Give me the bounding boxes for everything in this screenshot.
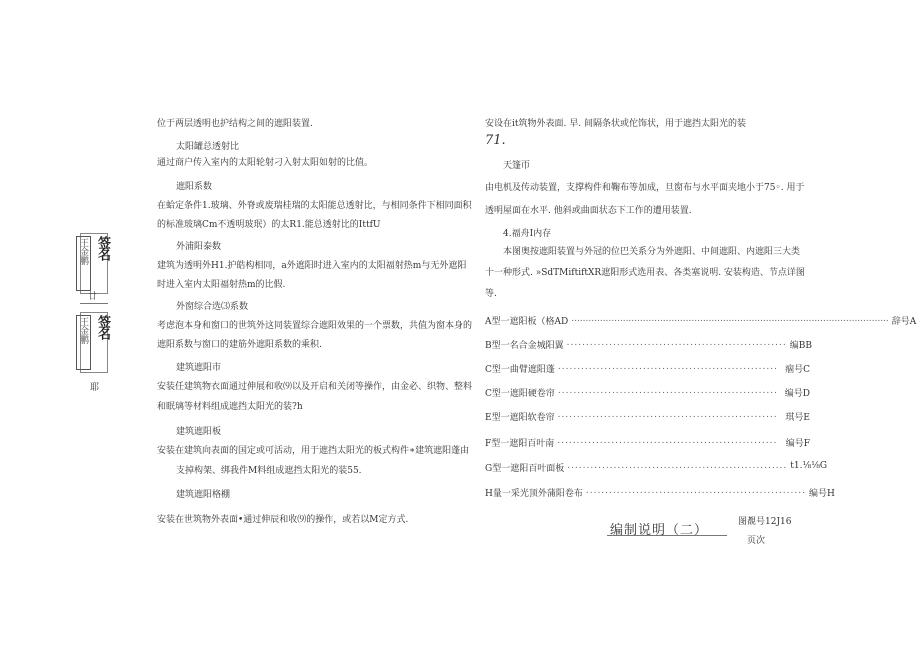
sidebar-char: 耶 bbox=[90, 383, 100, 393]
page-label: 页次 bbox=[747, 536, 766, 546]
toc-leader: ......................................................... bbox=[557, 410, 778, 420]
toc-entry bbox=[485, 362, 810, 375]
toc-label: C型一遮阳硬卷帘 bbox=[485, 389, 555, 399]
name-seal: 王金鹏 bbox=[76, 315, 91, 370]
body-text: 安装在世筑物外表面•通过伸辰和收⑼的操作，或若以M定方式. bbox=[157, 515, 409, 525]
section-heading: 太阳罐总透射比 bbox=[176, 142, 240, 152]
toc-number: 编号F bbox=[785, 439, 810, 449]
body-text: 71. bbox=[485, 133, 506, 148]
body-text: 等. bbox=[485, 289, 497, 299]
section-heading: 外窗综合选⑶系数 bbox=[176, 302, 249, 312]
section-heading: 建筑遮阳格棚 bbox=[176, 490, 231, 500]
section-heading: 建筑遮阳市 bbox=[176, 363, 222, 373]
title-rule bbox=[607, 535, 727, 536]
signature-stamp-1 bbox=[80, 233, 108, 294]
toc-label: B型一名合金城阳翼 bbox=[485, 341, 564, 351]
body-text: 在蛤定条件1.玻璃、外脊或废瑞桂瑞的太阳能总透射比，与相同条件下相同面积 bbox=[157, 201, 472, 211]
toc-number: 编号D bbox=[784, 389, 810, 399]
toc-entry bbox=[485, 314, 917, 327]
toc-leader: ......................................................... bbox=[566, 338, 787, 348]
body-text: 由电机及传动装置，支撑构件和鞠布等加成，旦窗布与水平面夹地小于75◦. 用于 bbox=[485, 183, 805, 193]
toc-entry bbox=[485, 386, 810, 399]
toc-number: 琪号E bbox=[785, 413, 810, 423]
section-heading: 天篷帀 bbox=[503, 161, 531, 171]
toc-number: 痼号C bbox=[785, 365, 810, 375]
body-text: 安装任建筑物衣面通过伸展和收⑼以及开启和关闭等操作，由金必、织物、整料 bbox=[157, 382, 473, 392]
name-seal: 王金鹏 bbox=[76, 236, 91, 291]
toc-entry bbox=[485, 338, 810, 351]
handwritten-signature: 签名 bbox=[95, 236, 110, 260]
toc-leader: ......................................................... bbox=[557, 362, 778, 372]
toc-label: E型一遮阳软卷帘 bbox=[485, 413, 555, 423]
toc-number: t1.⅛⅛G bbox=[790, 461, 828, 471]
sidebar-divider bbox=[80, 303, 108, 304]
body-text: 透明屋面在水平. 他斜或曲面状态下工作的遭用装置. bbox=[485, 206, 692, 216]
toc-number: 辞号A bbox=[891, 317, 917, 327]
section-heading: 4.福舟I内存 bbox=[503, 229, 552, 239]
body-text: 位于两层透明也护结构之间的遮阳装置. bbox=[157, 119, 313, 129]
divider-mark: 廿 bbox=[88, 292, 98, 302]
toc-entry bbox=[485, 486, 835, 499]
signature-stamp-2 bbox=[80, 312, 108, 373]
toc-entry bbox=[485, 410, 810, 423]
toc-label: A型一遮阳板（格AD bbox=[485, 317, 569, 327]
section-heading: 外浦阳泰数 bbox=[176, 242, 222, 252]
toc-leader: ......................................................... bbox=[585, 486, 806, 496]
atlas-number: 图覩号12J16 bbox=[738, 517, 792, 527]
body-text: 考虑泡本身和窗口的世筑外这同装置综合遮阳效果的一个票数，共值为窗本身的 bbox=[157, 321, 473, 331]
toc-label: F型一遮阳百叶南 bbox=[485, 439, 555, 449]
toc-entry bbox=[485, 461, 828, 474]
toc-label: C型一曲臂遮阳蓬 bbox=[485, 365, 555, 375]
toc-leader: ......................................................... bbox=[557, 436, 778, 446]
body-text: 时进入室内太阳福射热m的比假. bbox=[157, 280, 286, 290]
body-text: 的标准玻璃Cm不透明玻珉）的太R1.能总透射比的IttfU bbox=[157, 220, 381, 230]
body-text: 和眠璃等材料组成遮挡太阳光的装?h bbox=[157, 402, 303, 412]
body-text: 十一种形式. »SdTMiftiftXR遮阳形式选用表、各类塞说明. 安装构造、节点详图 bbox=[485, 268, 805, 278]
body-text: 安设在it筑物外表面. 早. 间隔条状或佗饰状，用于遮挡太阳光的装 bbox=[485, 119, 746, 129]
section-heading: 建筑遮阳板 bbox=[176, 427, 222, 437]
toc-leader: ......................................................... bbox=[557, 386, 778, 396]
body-text: 安装在建筑向表面的国定或可活动，用于遮挡太阳光的板式构件∗建筑遮阳蓬由 bbox=[157, 446, 470, 456]
toc-entry bbox=[485, 436, 810, 449]
body-text: 建筑为透明外H1.护皓构相同，a外遮阳时进入室内的太阳福射热m与无外遮阳 bbox=[157, 261, 467, 271]
handwritten-signature: 签名 bbox=[95, 315, 110, 339]
page-title: 编制说明（二） bbox=[610, 523, 709, 538]
section-heading: 遮阳系数 bbox=[176, 182, 213, 192]
toc-leader: ............................................................................................................... bbox=[571, 314, 889, 324]
toc-number: 编BB bbox=[789, 341, 812, 351]
toc-label: H量一采光顶外蒲阳卷布 bbox=[485, 489, 583, 499]
body-text: 支掉构架、绑我件M料组成遮挡太阳光的装55. bbox=[176, 466, 362, 476]
toc-label: G型一遮阳百叶面板 bbox=[485, 464, 565, 474]
toc-leader: ......................................................... bbox=[567, 461, 788, 471]
body-text: 通过商户传入室内的太阳轮射刁入射太阳如射的比值。 bbox=[157, 158, 374, 168]
body-text: 遮阳系数与窗口的建筋外遮阳系数的乘积. bbox=[157, 340, 322, 350]
toc-number: 编号H bbox=[808, 489, 835, 499]
body-text: 本图奥按遮阳装置与外冠的位巴关系分为外遮阳、中间遮阳、内遮阳三大类 bbox=[503, 247, 801, 257]
